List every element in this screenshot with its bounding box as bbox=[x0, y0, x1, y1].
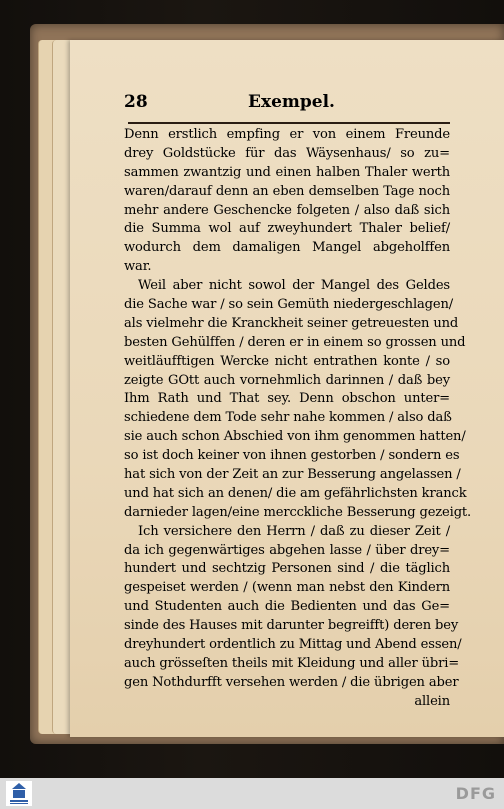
text-line: Ihm Rath und That sey. Denn obschon unter= bbox=[124, 391, 450, 407]
text-line: die Sache war / so sein Gemüth niedergeschlagen/ bbox=[124, 297, 454, 313]
text-line: waren/darauf denn an eben demselben Tage noch bbox=[124, 183, 450, 199]
page-header bbox=[124, 92, 460, 118]
text-line: da ich gegenwärtiges abgehen lasse / über drey= bbox=[124, 542, 450, 558]
text-line: hundert und sechtzig Personen sind / die täglich bbox=[124, 561, 450, 577]
header-rule bbox=[128, 122, 450, 124]
body-text bbox=[124, 126, 472, 712]
text-line: und hat sich an denen/ die am gefährlichsten kranck bbox=[124, 485, 467, 501]
text-line: als vielmehr die Kranckheit seiner getreuesten und bbox=[124, 315, 459, 331]
text-line: zeigte GOtt auch vornehmlich darinnen / daß bey bbox=[124, 372, 450, 388]
text-line: war. bbox=[124, 259, 152, 275]
text-line: so ist doch keiner von ihnen gestorben / sondern es bbox=[124, 448, 460, 464]
text-line: gen Nothdurfft versehen werden / die übrigen aber bbox=[124, 674, 459, 690]
viewer-footer bbox=[0, 778, 504, 809]
page-number: 28 bbox=[124, 92, 148, 112]
text-line: die Summa wol auf zweyhundert Thaler belief/ bbox=[124, 221, 450, 237]
text-line: und Studenten auch die Bedienten und das Ge= bbox=[124, 599, 450, 615]
text-line: schiedene dem Tode sehr nahe kommen / also daß bbox=[124, 410, 452, 426]
text-line: Denn erstlich empfing er von einem Freunde bbox=[124, 127, 450, 142]
text-line: auch grösseſten theils mit Kleidung und aller übri= bbox=[124, 655, 460, 671]
text-line: sie auch schon Abschied von ihm genommen hatten/ bbox=[124, 429, 466, 445]
text-line: darnieder lagen/eine mercckliche Besserung gezeigt. bbox=[124, 504, 472, 520]
text-line: besten Gehülffen / deren er in einem so grossen und bbox=[124, 334, 466, 350]
text-line: drey Goldstücke für das Wäysenhaus/ so zu= bbox=[124, 145, 450, 161]
running-title: Exempel. bbox=[248, 92, 335, 112]
text-line: Weil aber nicht sowol der Mangel des Geldes bbox=[138, 278, 450, 294]
text-line: wodurch dem damaligen Mangel abgeholffen bbox=[124, 240, 450, 256]
text-line: hat sich von der Zeit an zur Besserung angelassen / bbox=[124, 467, 461, 483]
text-line: Ich versichere den Herrn / daß zu dieser Zeit / bbox=[138, 523, 450, 539]
library-logo-icon bbox=[6, 781, 32, 806]
dfg-logo: DFG bbox=[455, 784, 496, 803]
text-line: sammen zwantzig und einen halben Thaler werth bbox=[124, 164, 450, 180]
text-line: dreyhundert ordentlich zu Mittag und Abend essen/ bbox=[124, 637, 462, 653]
text-line: mehr andere Geschencke folgeten / also daß sich bbox=[124, 202, 450, 218]
text-line: sinde des Hauses mit darunter begreifft) deren bey bbox=[124, 618, 459, 634]
text-line: gespeiset werden / (wenn man nebst den Kindern bbox=[124, 580, 450, 596]
catchword: allein bbox=[414, 693, 450, 709]
text-line: weitläufftigen Wercke nicht entrathen konte / so bbox=[124, 353, 450, 369]
